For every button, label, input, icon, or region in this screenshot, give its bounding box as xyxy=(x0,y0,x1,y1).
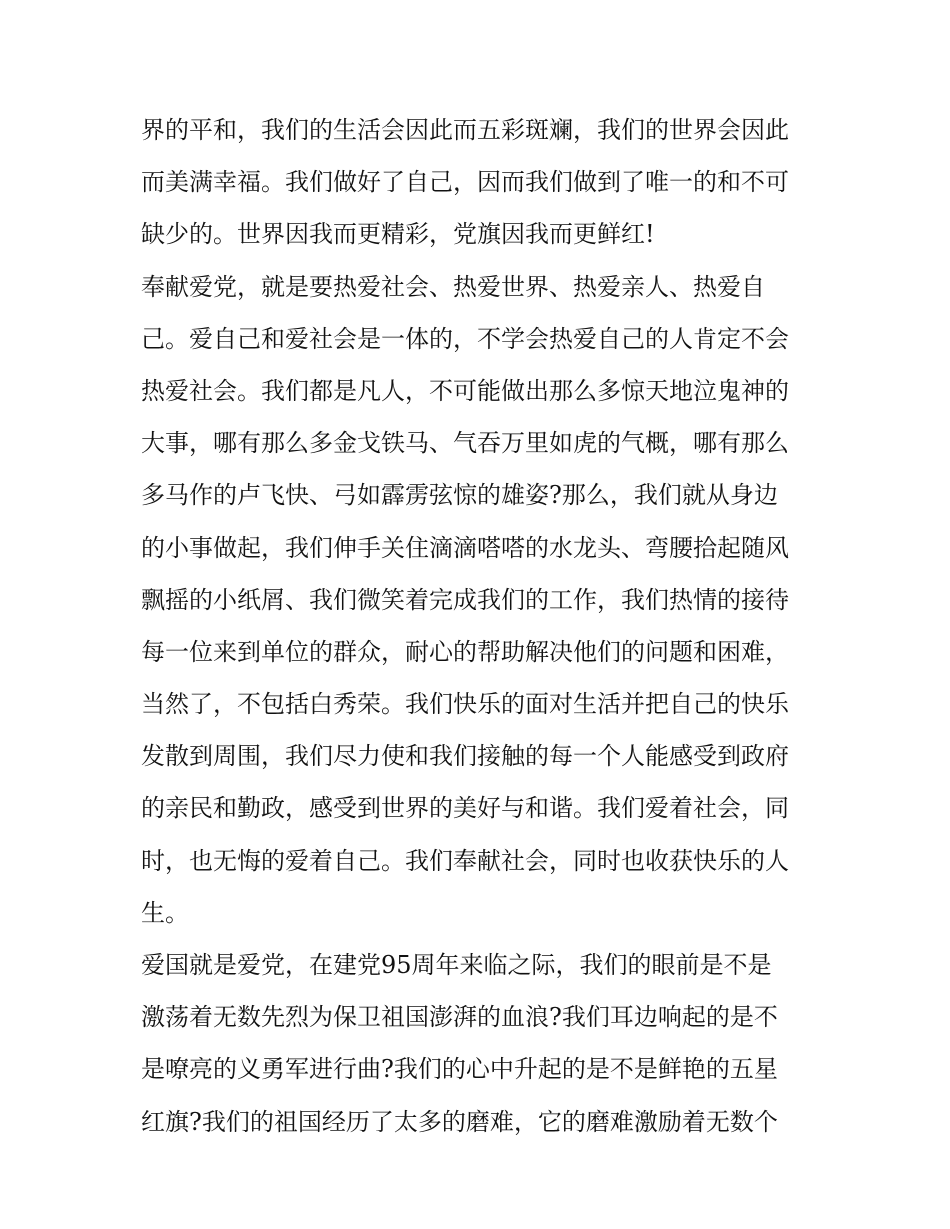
text-line: 的小事做起，我们伸手关住滴滴嗒嗒的水龙头、弯腰拾起随风 xyxy=(141,533,789,562)
text-line: 热爱社会。我们都是凡人，不可能做出那么多惊天地泣鬼神的 xyxy=(141,376,789,405)
text-line: 是嘹亮的义勇军进行曲?我们的心中升起的是不是鲜艳的五星 xyxy=(141,1055,778,1084)
text-line: 飘摇的小纸屑、我们微笑着完成我们的工作，我们热情的接待 xyxy=(141,585,789,614)
text-line: 界的平和，我们的生活会因此而五彩斑斓，我们的世界会因此 xyxy=(141,116,789,144)
text-line: 红旗?我们的祖国经历了太多的磨难，它的磨难激励着无数个 xyxy=(141,1107,778,1136)
text-line: 而美满幸福。我们做好了自己，因而我们做到了唯一的和不可 xyxy=(141,168,789,197)
text-line: 时，也无悔的爱着自己。我们奉献社会，同时也收获快乐的人 xyxy=(141,846,789,875)
text-line: 己。爱自己和爱社会是一体的，不学会热爱自己的人肯定不会 xyxy=(141,324,789,353)
text-line: 缺少的。世界因我而更精彩，党旗因我而更鲜红! xyxy=(141,220,655,249)
text-line: 当然了，不包括白秀荣。我们快乐的面对生活并把自己的快乐 xyxy=(141,690,789,719)
text-line: 爱国就是爱党，在建党95周年来临之际，我们的眼前是不是 xyxy=(141,951,772,979)
text-line: 发散到周围，我们尽力使和我们接触的每一个人能感受到政府 xyxy=(141,742,789,771)
text-line: 大事，哪有那么多金戈铁马、气吞万里如虎的气概，哪有那么 xyxy=(141,429,789,458)
text-line: 奉献爱党，就是要热爱社会、热爱世界、热爱亲人、热爱自 xyxy=(141,272,765,301)
text-line: 生。 xyxy=(141,898,189,927)
text-line: 的亲民和勤政，感受到世界的美好与和谐。我们爱着社会，同 xyxy=(141,794,789,823)
text-line: 激荡着无数先烈为保卫祖国澎湃的血浪?我们耳边响起的是不 xyxy=(141,1003,778,1032)
text-line: 每一位来到单位的群众，耐心的帮助解决他们的问题和困难， xyxy=(141,637,789,666)
body-text xyxy=(141,104,821,1148)
text-line: 多马作的卢飞快、弓如霹雳弦惊的雄姿?那么，我们就从身边 xyxy=(141,481,778,510)
